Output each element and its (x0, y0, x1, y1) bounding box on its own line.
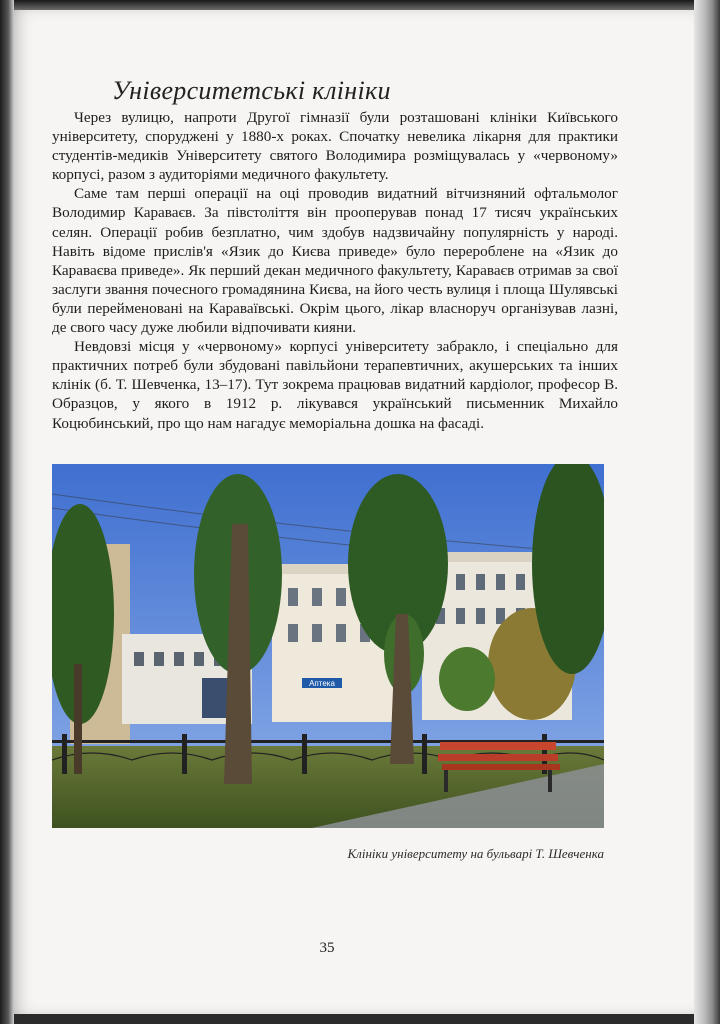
book-page (14, 10, 694, 1014)
paragraph-2: Саме там перші операції на оці проводив видатний вітчизняний офтальмолог Володимир Караваєв. За півстоліття він прооперував понад 17 тисяч українських селян. Операції робив безплатно, чим здобув надзвичайну популярність у народі. Навіть відоме прислів'я «Язик до Києва приведе» було перероблене на «Язик до Караваєва приведе». Як перший декан медичного факультету, Караваєв отримав за свої заслуги звання почесного громадянина Києва, на його честь вулиця і площа Шулявські були перейменовані на Караваївські. Окрім цього, лікар власноруч організував лазні, де свого часу дуже любили відпочивати кияни. (52, 185, 618, 337)
body-text (52, 108, 618, 433)
scan-edge-right (694, 0, 720, 1024)
paragraph-1: Через вулицю, напроти Другої гімназії були розташовані клініки Київського університету, споруджені у 1880-х роках. Спочатку невелика лікарня для практики студентів-медиків Університету святого Володимира розміщувалась у «червоному» корпусі, разом з аудиторіями медичного факультету. (52, 109, 618, 184)
scan-edge-left (0, 0, 14, 1024)
paragraph-3: Невдовзі місця у «червоному» корпусі університету забракло, і спеціально для практичних потреб були збудовані павільйони терапевтичних, акушерських та інших клінік (б. Т. Шевченка, 13–17). Тут зокрема працював видатний кардіолог, професор В. Образцов, у якого в 1912 р. лікувався український письменник Михайло Коцюбинський, про що нам нагадує меморіальна дошка на фасаді. (52, 338, 618, 432)
page-number: 35 (319, 940, 335, 956)
section-title: Університетські клініки (112, 76, 391, 105)
clinic-photo-illustration (52, 464, 604, 828)
clinic-photo (52, 464, 604, 828)
photo-caption: Клініки університету на бульварі Т. Шевченка (347, 846, 604, 861)
pharmacy-sign: Аптека (309, 679, 335, 688)
scan-edge-top (0, 0, 720, 10)
